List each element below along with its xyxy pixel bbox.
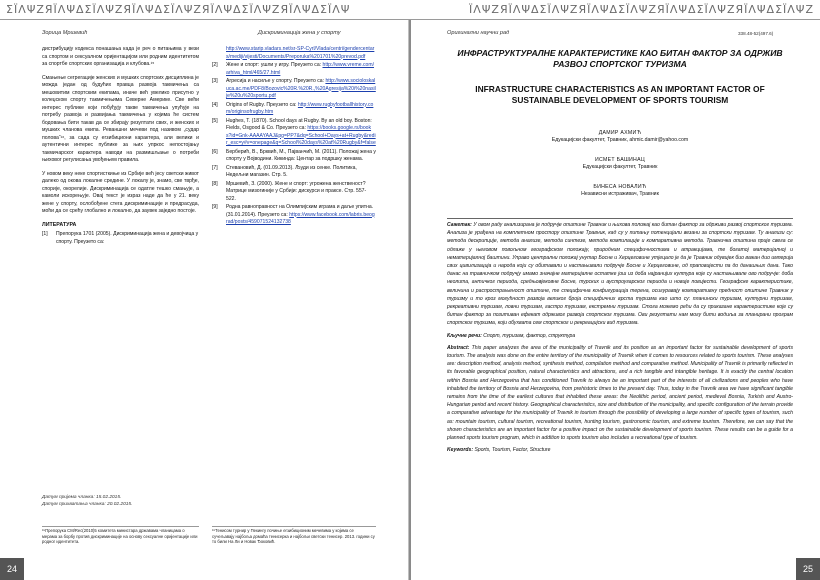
title-english: INFRASTRUCTURE CHARACTERISTICS AS AN IMPORTANT FACTOR OF SUSTAINABLE DEVELOPMENT OF SPORTS TOURISM [475, 84, 765, 105]
reference-number: [3] [212, 78, 218, 84]
reference-item [212, 102, 376, 117]
reference-list [42, 231, 199, 246]
abstract-section [447, 218, 793, 458]
reference-body: Origins of Rugby. Преузето са: [226, 101, 298, 108]
page-number: 24 [0, 558, 24, 580]
reference-text [226, 181, 376, 204]
accepted-date: Датум прихватања чланка: 20.02.2015. [42, 502, 133, 507]
reference-text [226, 165, 376, 180]
received-date: Датум пријема чланка: 15.02.2015. [42, 495, 122, 500]
footnote-15: ¹⁵Препорука CM/Rec(2010)5 комитета министара државама чланицама о мерама за борбу против дискриминације на основу сексуалне оријентације или родног идентитета. [42, 528, 198, 544]
reference-number: [9] [212, 204, 218, 210]
ornament-right: ΪΛΨΖЯΪΛΨΔΣΪΛΨΖЯΪΛΨΔΣΪΛΨΖЯΪΛΨΔΣΪΛΨΖЯΪΛΨΔΣΪΛΨΖ [469, 3, 814, 16]
reference-body: Родна равноправност на Олимпијским играма и даље упитна. (31.01.2014). Преузето са: [226, 204, 374, 218]
ornament-left: ΣΪΛΨΖЯΪΛΨΔΣΪΛΨΖЯΪΛΨΔΣΪΛΨΖЯΪΛΨΔΣΪΛΨΖЯΪΛΨΔΣΪΛΨ [6, 3, 351, 16]
running-head-title: Дискриминација жена у спорту [258, 30, 341, 36]
reference-item [212, 118, 376, 148]
author-name: ДАМИР АХМИЋ [598, 130, 642, 136]
article-dates [42, 494, 132, 508]
reference-item [212, 62, 376, 77]
reference-number: [4] [212, 101, 218, 108]
reference-number: [6] [212, 148, 218, 155]
keywords-english [447, 446, 793, 454]
keywords-label: Кључне речи: [447, 332, 482, 339]
reference-number: [5] [212, 117, 218, 124]
reference-text [226, 46, 376, 61]
reference-item [42, 231, 199, 246]
paragraph: Смањење сегрегације женских и мушких спортских дисциплина је можда један од будућих правца развоја такмичења са мешовитим спортским екипама, иначе већ увелико присутно у колеџском спорту такмичењима Северне Америке. Све већи интерес публике који побуђују такве такмичења упућује на потребу развоја и развијања такмичења у којима ће систем бодовања бити такав да се збирају резултати свих, и женских и мушких чланова екипа. Реваншни мечеви под називом „судар полова“¹⁶, за сада су егзибициони карактера, али велики и аутентични интерес публике за њих упркос непостојању такмичарског карактера наводи на размишљање о потреби њиховог регулисања увођењем правила. [42, 74, 199, 163]
reference-number: [7] [212, 164, 218, 171]
author-name: ИСМЕТ БАШИНАЦ [595, 157, 645, 163]
reference-body: Стевановић, Д. (01.09.2013). Људи из сенке. Политика, Недељни магазин. Стр. 5. [226, 164, 357, 178]
paragraph: дистрибуцију кодекса понашања када је реч о питањима у вези са спортом и сексуалном оријентацијом или родним идентитетом за спортбе спортских организација и клубова.¹⁵ [42, 46, 199, 67]
author-block [447, 184, 793, 198]
reference-text [226, 149, 376, 164]
text-column-2 [212, 46, 376, 228]
left-page [0, 20, 409, 580]
reference-text [226, 118, 376, 148]
footnote-divider [212, 526, 376, 527]
reference-link[interactable]: http://www.rugbyfootballhistory.com/originsofrugby.htm [226, 101, 374, 115]
reference-text: Препорука 1701 (2005). Дискриминација жена и девојчица у спорту. Преузето са: [56, 231, 199, 245]
running-head-type: Оригинални научни рад [447, 30, 510, 36]
reference-body: Агресија и насиље у спорту. Преузето са: [226, 78, 326, 84]
reference-number: [2] [212, 62, 218, 68]
author-name: БИНЕСА НОВАЛИЋ [593, 184, 647, 190]
reference-number: [1] [42, 231, 48, 237]
reference-body: Hughes, T. (1870). School days at Rugby. By an old boy. Boston: Fields, Osgood & Co. Преузето са: [226, 117, 372, 131]
reference-link[interactable]: http://www.starip.vladars.net/sr-SP-Cyrl/Vlada/centri/gendercentars/mediji/vijesti/Documents/Preporuka%201701%20prevod.pdf [226, 46, 375, 60]
reference-item [212, 78, 376, 101]
keywords-text: Спорт, туризам, фактор, структура [483, 332, 576, 339]
keywords-text-en: Sports, Tourism, Factor, Structure [474, 447, 551, 454]
footnote-divider [42, 526, 199, 527]
keywords-serbian [447, 332, 793, 340]
reference-number [212, 46, 226, 61]
reference-text [226, 102, 376, 117]
decorative-border [0, 0, 820, 20]
reference-body: Берберић, В., Брквић, М., Пајванчић, М. (2011). Положај жена у спорту у Војводини. Кикинда: Центар за подршку женама. [226, 148, 376, 162]
page-number: 25 [796, 558, 820, 580]
author-affiliation: Независни истраживач, Травник [581, 191, 659, 197]
summary-label: Сажетак: [447, 222, 472, 228]
text-column-1 [42, 46, 199, 247]
reference-item [212, 181, 376, 204]
author-affiliation: Едукацијски факултет, Травник [582, 164, 658, 170]
author-block [447, 157, 793, 171]
running-head-author: Зорица Мршевић [42, 30, 88, 36]
reference-item [212, 165, 376, 180]
abstract-english [447, 344, 793, 442]
reference-text [226, 62, 376, 77]
footnote-16: ¹⁶Тенисом турнир у Пекингу почиње егзибиционим мечевима у којима се сучељавају најбоља домаћа тенисерка и најбољи светски тенисер. 2013. години су то били На Ли и Новак Ђоковић. [212, 528, 375, 544]
references-heading: ЛИТЕРАТУРА [42, 221, 77, 228]
reference-body: Жене и спорт: ушли у игру. Преузето са: [226, 62, 323, 68]
reference-number: [8] [212, 180, 218, 187]
right-page [411, 20, 820, 580]
summary-serbian [447, 221, 793, 328]
reference-link[interactable]: http://www.vreme.com/arhiva_html/465/27.html [226, 62, 375, 76]
reference-item [212, 204, 376, 227]
author-block [447, 130, 793, 144]
reference-text [226, 204, 376, 227]
reference-link[interactable]: http://www.socioloskaluca.ac.me/PDF8/Bozovic%20R.%20R.,%20Agresija%20i%20nasilje%20u%20sportu.pdf [226, 78, 376, 99]
author-affiliation: Едукацијски факултет, Травник, ahmic.damir@yahoo.com [551, 137, 689, 143]
reference-item [212, 46, 376, 61]
reference-link[interactable]: https://books.google.rs/books?id=Gnk-AAAAYAAJ&pg=PP7&dq=School+Days+at+Rugby&redir_esc=y#v=onepage&q=School%20days%20at%20Rugby&f=false [226, 125, 376, 146]
reference-list [212, 46, 376, 227]
abstract-text: This paper analyzes the area of the municipality of Travnik and its position as an important factor for sustainable development of sports tourism. The analysis was done on the entire territory of the municipality of Travnik when it comes to resources related to sports tourism. These analyses are: description method, analysis method, synthesis method, compilation method and comparative method. Municipality of Travnik is primarily reflected in its favorable geographical position, natural characteristics and attractions, and a rich tangible and intangible heritage. It is exactly the central location within Bosnia and Herzegovina that has conditioned Travnik to always be an important part of the interests of all civilizations and peoples who have inhabited the territory of Bosnia and Herzegovina, from prehistoric times to the present day. Thus, today in the Travnik area we have significant tangible remains from the time of the earliest cultures that inhabited these areas: the Neolithic period, ancient period, medieval Bosnia, Turkish and Austro-Hungarian period and recent history. Geographical characteristics, size and distribution of the municipality, and specific configuration of the terrain provide a comparative advantage for the municipality of Travnik in tourism through the possibility of developing a large number of specific types of tourism, such as: mountain tourism, cultural tourism, recreational tourism, hunting tourism, gastronomic tourism, and extreme tourism. Therefore, we can say that the shown characteristics are an important factor for a positive impact on the sustainable development of sports tourism. These results can be a guide for a planned sports tourism program, which in addition to sports tourism also includes a recreational type of tourism. [447, 344, 793, 442]
reference-link[interactable]: https://www.facebook.com/labris.beograd/posts/459071524132738 [226, 211, 375, 225]
udc-code: 338.48-52(497.6) [738, 31, 774, 36]
summary-text: У овом раду анализирана је подручје општине Травник и њихова положај као битан фактор за одрживи развој спортског туризма. Анализа је урађена на комплетном простору општине Травник, кад су у питању потенцијали везани за спортски туризам. Ту анализи су: метода дескрипције, метода анализе, метода синтезе, метода компилације и компаративна метода. Травничка општина прије свега се одлаже у његовом повољном географском положају, природним специфичностима и атракцијама, те богатој материјалној и нематеријалној баштини. Управо централни положај унутар Босне и Херцеговине утјецало је да је Травник одувијек био важан дио империја свих цивилизација и народа који су обитавали и настањивали подручје Босне и Херцеговине, од праповијести па до данашњих дана. Тако данас на травничком подручју имамо значајне материјалне остатке још из доба најранијих култура које су настањивале ово подручје: доба неолита, античког периода, средњовјековне Босне, турских и аустроугарског периода и новије повијести. Географске карактеристике, величина и распрострањеност општине, те специфична конфигурација терена, осигуравају компаративну предност општине Травник у туризму и то кроз могућност развоја великог броја специфичних врста туризма као што су: планински туризам, културни туризам, рекреативни туризам, ловни туризам, гастро туризам, екстремни туризам. Стога можемо рећи да су приказане карактеристике које су битан фактор за позитиван ефекат одрживог развоја спортског туризма. Ови резултати нам могу бити водиља за планирани програм спортског туризма, који обухвата сем спортског и рекреацијски вид туризма. [447, 222, 793, 327]
abstract-label: Abstract: [447, 344, 470, 351]
paragraph: У новом веку неке спортисткиње из Србије већ јесу светски живот далеко од окова локалне средине. У локалу је, знамо, све тврђе, спорије, окорелије. Дискриминација се одатле тешко смањује, а камоли искорењује. Овај текст је израз наде да ће у 21. веку жене у спорту, ослобођене стега дискриминације и предрасуда, моћи да се срећу глобално и локално, да заувек заједно постоје. [42, 170, 199, 214]
reference-body: Мршевић, З. (2000). Жене и спорт: угрожена женственост? Матрице мизогиније у Србији: дискурси и праксе. Стр. 557-522. [226, 180, 367, 202]
reference-item [212, 149, 376, 164]
reference-text [226, 78, 376, 101]
keywords-label-en: Keywords: [447, 447, 474, 454]
title-serbian: ИНФРАСТРУКТУРАЛНЕ КАРАКТЕРИСТИКЕ КАО БИТАН ФАКТОР ЗА ОДРЖИВ РАЗВОЈ СПОРТСКОГ ТУРИЗМА [457, 48, 783, 69]
